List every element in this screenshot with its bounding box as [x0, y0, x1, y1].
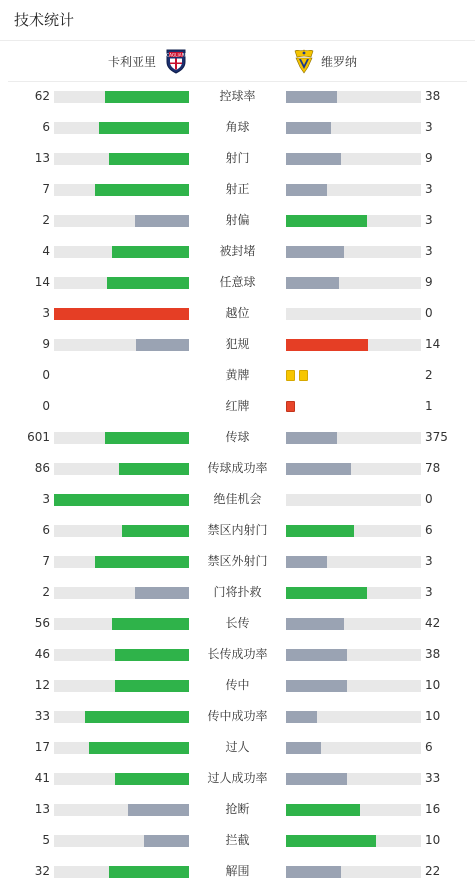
home-bar-fill: [107, 277, 189, 289]
stat-row: [0, 580, 475, 611]
home-value: 6: [42, 120, 50, 134]
away-bar-fill: [286, 835, 376, 847]
away-bar-fill: [286, 587, 367, 599]
away-bar-track: [286, 246, 421, 258]
home-bar-track: [54, 680, 189, 692]
away-bar-track: [286, 432, 421, 444]
stat-label: 长传: [225, 616, 250, 630]
away-value: 3: [425, 182, 433, 196]
home-value: 46: [34, 647, 50, 661]
verona-crest-icon: [292, 48, 316, 74]
home-bar-track: [54, 866, 189, 878]
stat-row: [0, 301, 475, 332]
home-value: 12: [34, 678, 50, 692]
home-value: 3: [42, 306, 50, 320]
away-bar-track: [286, 277, 421, 289]
stat-label: 长传成功率: [207, 647, 268, 661]
home-bar-track: [54, 835, 189, 847]
stat-label: 抢断: [225, 802, 250, 816]
home-value: 17: [34, 740, 50, 754]
stat-row: [0, 239, 475, 270]
home-bar-track: [54, 711, 189, 723]
stat-label: 门将扑救: [213, 585, 262, 599]
away-team: [292, 46, 357, 76]
stat-row: [0, 177, 475, 208]
away-value: 3: [425, 554, 433, 568]
away-bar-fill: [286, 246, 344, 258]
stat-row: [0, 456, 475, 487]
stat-row: [0, 84, 475, 115]
away-value: 3: [425, 120, 433, 134]
away-value: 375: [425, 430, 448, 444]
home-value: 41: [34, 771, 50, 785]
home-bar-track: [54, 618, 189, 630]
away-bar-fill: [286, 277, 339, 289]
away-value: 38: [425, 89, 441, 103]
home-bar-track: [54, 463, 189, 475]
away-bar-track: [286, 91, 421, 103]
home-bar-fill: [128, 804, 189, 816]
away-bar-track: [286, 308, 421, 320]
stat-row: [0, 611, 475, 642]
stat-row: [0, 208, 475, 239]
stat-row: [0, 797, 475, 828]
home-bar-track: [54, 184, 189, 196]
home-value: 0: [42, 399, 50, 413]
stat-label: 角球: [225, 120, 250, 134]
home-bar-track: [54, 432, 189, 444]
home-bar-fill: [112, 618, 189, 630]
home-bar-fill: [109, 866, 189, 878]
stat-row: [0, 363, 475, 394]
away-value: 9: [425, 151, 433, 165]
away-value: 22: [425, 864, 441, 878]
home-value: 0: [42, 368, 50, 382]
home-bar-fill: [135, 587, 189, 599]
stat-label: 传中成功率: [207, 709, 268, 723]
away-bar-fill: [286, 153, 341, 165]
away-bar-track: [286, 122, 421, 134]
stat-label: 禁区内射门: [207, 523, 268, 537]
stat-label: 绝佳机会: [213, 492, 262, 506]
away-bar-fill: [286, 339, 368, 351]
away-bar-fill: [286, 432, 337, 444]
home-team-name: 卡利亚里: [107, 54, 156, 69]
home-bar-fill: [54, 494, 189, 506]
home-bar-track: [54, 556, 189, 568]
home-value: 62: [34, 89, 50, 103]
home-bar-track: [54, 339, 189, 351]
home-value: 56: [34, 616, 50, 630]
away-value: 3: [425, 244, 433, 258]
home-value: 2: [42, 213, 50, 227]
away-bar-fill: [286, 556, 327, 568]
red-card-icon: [286, 401, 295, 412]
stat-label: 传球成功率: [207, 461, 268, 475]
home-bar-track: [54, 742, 189, 754]
stat-label: 犯规: [225, 337, 250, 351]
stat-row: [0, 332, 475, 363]
home-bar-track: [54, 587, 189, 599]
away-bar-track: [286, 773, 421, 785]
away-value: 78: [425, 461, 441, 475]
home-bar-fill: [115, 680, 189, 692]
stat-label: 控球率: [219, 89, 256, 103]
away-value: 10: [425, 678, 441, 692]
home-value: 7: [42, 554, 50, 568]
away-bar-track: [286, 866, 421, 878]
away-bar-track: [286, 680, 421, 692]
away-bar-track: [286, 525, 421, 537]
stat-row: [0, 425, 475, 456]
home-bar-track: [54, 215, 189, 227]
home-bar-fill: [135, 215, 189, 227]
home-bar-fill: [105, 432, 189, 444]
cagliari-crest-icon: [164, 48, 188, 74]
home-bar-fill: [122, 525, 190, 537]
home-value: 5: [42, 833, 50, 847]
home-bar-track: [54, 773, 189, 785]
away-value: 1: [425, 399, 433, 413]
stat-row: [0, 270, 475, 301]
title-divider: [0, 40, 475, 41]
home-value: 86: [34, 461, 50, 475]
stats-list: [0, 84, 475, 890]
yellow-card-icon: [286, 370, 295, 381]
stat-row: [0, 146, 475, 177]
home-bar-track: [54, 277, 189, 289]
home-value: 9: [42, 337, 50, 351]
stat-label: 过人成功率: [207, 771, 268, 785]
home-bar-track: [54, 649, 189, 661]
away-value: 0: [425, 306, 433, 320]
svg-text:CAGLIARI: CAGLIARI: [166, 52, 186, 58]
home-bar-fill: [95, 184, 190, 196]
away-cards: [286, 370, 308, 382]
away-bar-track: [286, 618, 421, 630]
stat-label: 射正: [225, 182, 250, 196]
stat-label: 被封堵: [219, 244, 256, 258]
stat-row: [0, 673, 475, 704]
away-value: 0: [425, 492, 433, 506]
stat-label: 任意球: [219, 275, 256, 289]
page-title: 技术统计: [14, 11, 75, 29]
stat-label: 传球: [225, 430, 250, 444]
away-value: 10: [425, 709, 441, 723]
away-bar-fill: [286, 122, 331, 134]
away-bar-fill: [286, 804, 360, 816]
away-value: 14: [425, 337, 441, 351]
stat-label: 过人: [225, 740, 250, 754]
home-value: 3: [42, 492, 50, 506]
home-value: 7: [42, 182, 50, 196]
stat-label: 禁区外射门: [207, 554, 268, 568]
away-bar-fill: [286, 742, 321, 754]
away-bar-fill: [286, 711, 317, 723]
away-bar-track: [286, 711, 421, 723]
home-value: 4: [42, 244, 50, 258]
away-bar-track: [286, 649, 421, 661]
stat-row: [0, 115, 475, 146]
home-bar-track: [54, 246, 189, 258]
home-bar-fill: [85, 711, 189, 723]
home-bar-track: [54, 525, 189, 537]
away-value: 42: [425, 616, 441, 630]
stat-row: [0, 859, 475, 890]
away-bar-track: [286, 153, 421, 165]
away-bar-fill: [286, 649, 347, 661]
home-bar-fill: [95, 556, 190, 568]
home-bar-track: [54, 494, 189, 506]
stat-label: 传中: [225, 678, 250, 692]
away-value: 3: [425, 585, 433, 599]
home-bar-track: [54, 91, 189, 103]
home-value: 601: [27, 430, 50, 444]
away-bar-fill: [286, 866, 341, 878]
stat-row: [0, 549, 475, 580]
away-bar-track: [286, 804, 421, 816]
away-bar-fill: [286, 463, 351, 475]
home-bar-fill: [105, 91, 189, 103]
home-value: 13: [34, 151, 50, 165]
away-bar-fill: [286, 773, 347, 785]
away-value: 38: [425, 647, 441, 661]
away-bar-track: [286, 184, 421, 196]
stat-label: 红牌: [225, 399, 250, 413]
away-bar-fill: [286, 215, 367, 227]
stat-label: 越位: [225, 306, 250, 320]
stat-row: [0, 828, 475, 859]
stat-row: [0, 704, 475, 735]
away-team-name: 维罗纳: [321, 54, 358, 69]
away-bar-fill: [286, 91, 337, 103]
stat-label: 射偏: [225, 213, 250, 227]
home-value: 2: [42, 585, 50, 599]
stat-row: [0, 642, 475, 673]
stat-row: [0, 735, 475, 766]
stat-row: [0, 487, 475, 518]
away-bar-track: [286, 556, 421, 568]
away-cards: [286, 401, 295, 413]
home-value: 14: [34, 275, 50, 289]
home-bar-fill: [99, 122, 189, 134]
away-value: 2: [425, 368, 433, 382]
away-bar-track: [286, 742, 421, 754]
away-bar-fill: [286, 618, 344, 630]
away-value: 6: [425, 740, 433, 754]
home-bar-track: [54, 804, 189, 816]
stat-label: 拦截: [225, 833, 250, 847]
away-bar-track: [286, 339, 421, 351]
away-value: 6: [425, 523, 433, 537]
away-value: 9: [425, 275, 433, 289]
home-bar-fill: [136, 339, 189, 351]
home-bar-fill: [115, 649, 189, 661]
away-value: 10: [425, 833, 441, 847]
home-bar-track: [54, 153, 189, 165]
home-value: 33: [34, 709, 50, 723]
home-value: 6: [42, 523, 50, 537]
away-bar-fill: [286, 184, 327, 196]
away-bar-fill: [286, 680, 347, 692]
stat-label: 解围: [225, 864, 250, 878]
away-value: 16: [425, 802, 441, 816]
home-bar-fill: [144, 835, 189, 847]
away-bar-track: [286, 587, 421, 599]
home-bar-fill: [54, 308, 189, 320]
home-bar-fill: [112, 246, 189, 258]
home-bar-track: [54, 122, 189, 134]
home-bar-fill: [119, 463, 189, 475]
home-bar-track: [54, 308, 189, 320]
away-value: 3: [425, 213, 433, 227]
home-value: 32: [34, 864, 50, 878]
home-value: 13: [34, 802, 50, 816]
home-team: [108, 46, 188, 76]
team-divider: [8, 81, 467, 82]
home-bar-fill: [109, 153, 189, 165]
home-bar-fill: [115, 773, 189, 785]
away-bar-track: [286, 463, 421, 475]
away-value: 33: [425, 771, 441, 785]
away-bar-fill: [286, 525, 354, 537]
away-bar-track: [286, 494, 421, 506]
stat-label: 射门: [225, 151, 250, 165]
stat-label: 黄牌: [225, 368, 250, 382]
yellow-card-icon: [299, 370, 308, 381]
stat-row: [0, 394, 475, 425]
stat-row: [0, 518, 475, 549]
away-bar-track: [286, 215, 421, 227]
away-bar-track: [286, 835, 421, 847]
stat-row: [0, 766, 475, 797]
home-bar-fill: [89, 742, 189, 754]
